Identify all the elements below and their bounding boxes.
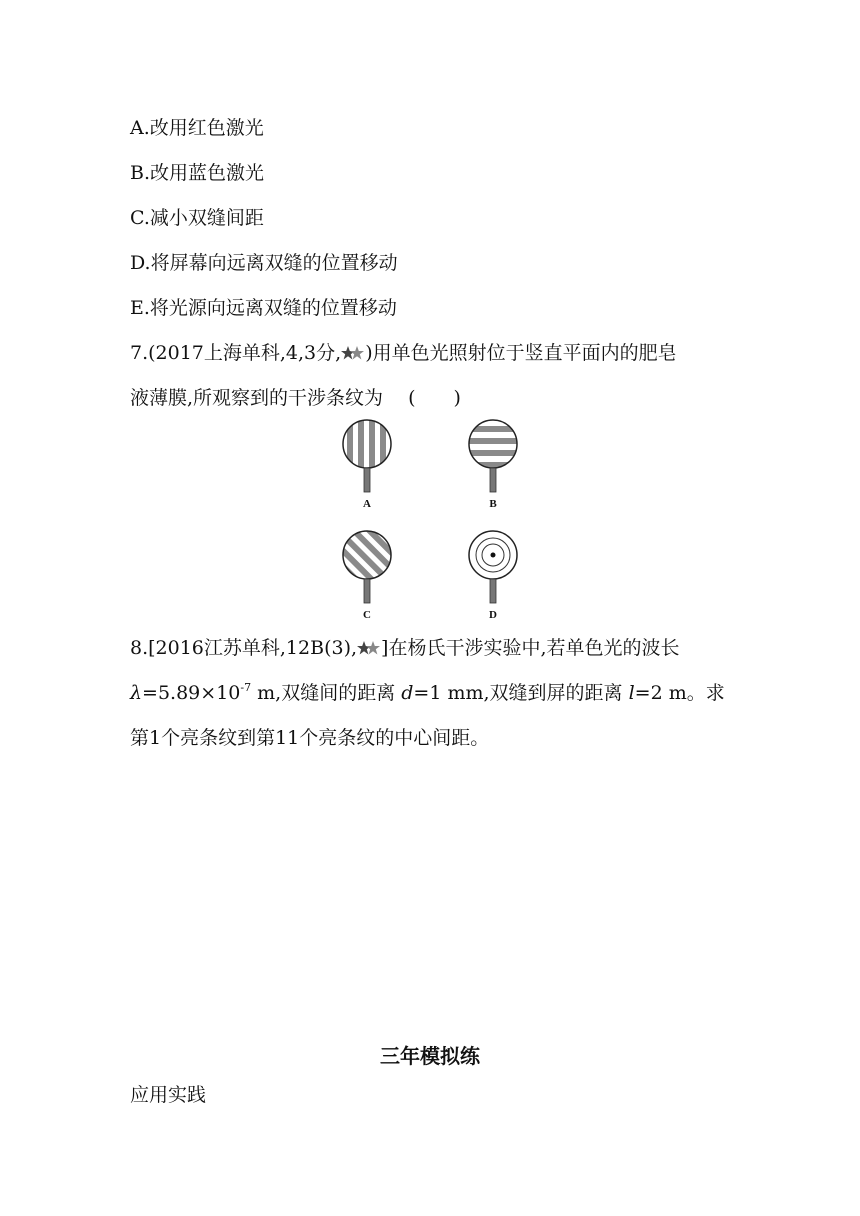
figure-a-vertical-fringes	[340, 418, 394, 499]
two-star-difficulty-icon	[357, 638, 381, 662]
question-8-line-1	[130, 636, 679, 662]
lambda-symbol: λ	[130, 682, 143, 704]
option-b: B.改用蓝色激光	[130, 162, 265, 184]
question-8-text-a: m,双缝间的距离	[251, 682, 402, 704]
figure-label-d: D	[489, 609, 497, 621]
l-value: =2 m。求	[634, 682, 725, 704]
d-symbol: d	[401, 682, 414, 704]
question-8-stem: ]在杨氏干涉实验中,若单色光的波长	[381, 637, 680, 659]
l-symbol: l	[628, 682, 635, 704]
section-subtitle: 应用实践	[130, 1084, 207, 1106]
question-7-line-1	[130, 341, 677, 367]
lambda-value: =5.89×10	[142, 682, 241, 704]
figure-c-diagonal-fringes	[340, 529, 394, 610]
figure-d-concentric-fringes	[466, 529, 520, 610]
two-star-difficulty-icon	[341, 343, 365, 367]
option-a: A.改用红色激光	[130, 117, 264, 139]
figure-label-b: B	[489, 498, 497, 510]
figure-label-c: C	[363, 609, 371, 621]
figure-label-a: A	[363, 498, 371, 510]
question-8-line-3: 第1个亮条纹到第11个亮条纹的中心间距。	[130, 727, 490, 749]
question-8-prefix: 8.[2016江苏单科,12B(3),	[130, 637, 358, 659]
question-7-prefix: 7.(2017上海单科,4,3分,	[130, 342, 342, 364]
question-7-line-2: 液薄膜,所观察到的干涉条纹为 ( )	[130, 387, 461, 409]
section-title: 三年模拟练	[380, 1044, 480, 1068]
question-7-stem: )用单色光照射位于竖直平面内的肥皂	[365, 342, 677, 364]
option-c: C.减小双缝间距	[130, 207, 264, 229]
d-value: =1 mm,双缝到屏的距离	[413, 682, 629, 704]
option-e: E.将光源向远离双缝的位置移动	[130, 297, 397, 319]
option-d: D.将屏幕向远离双缝的位置移动	[130, 252, 398, 274]
question-8-line-2	[130, 681, 725, 705]
lambda-exponent: -7	[240, 681, 252, 694]
figure-b-horizontal-fringes	[466, 418, 520, 499]
